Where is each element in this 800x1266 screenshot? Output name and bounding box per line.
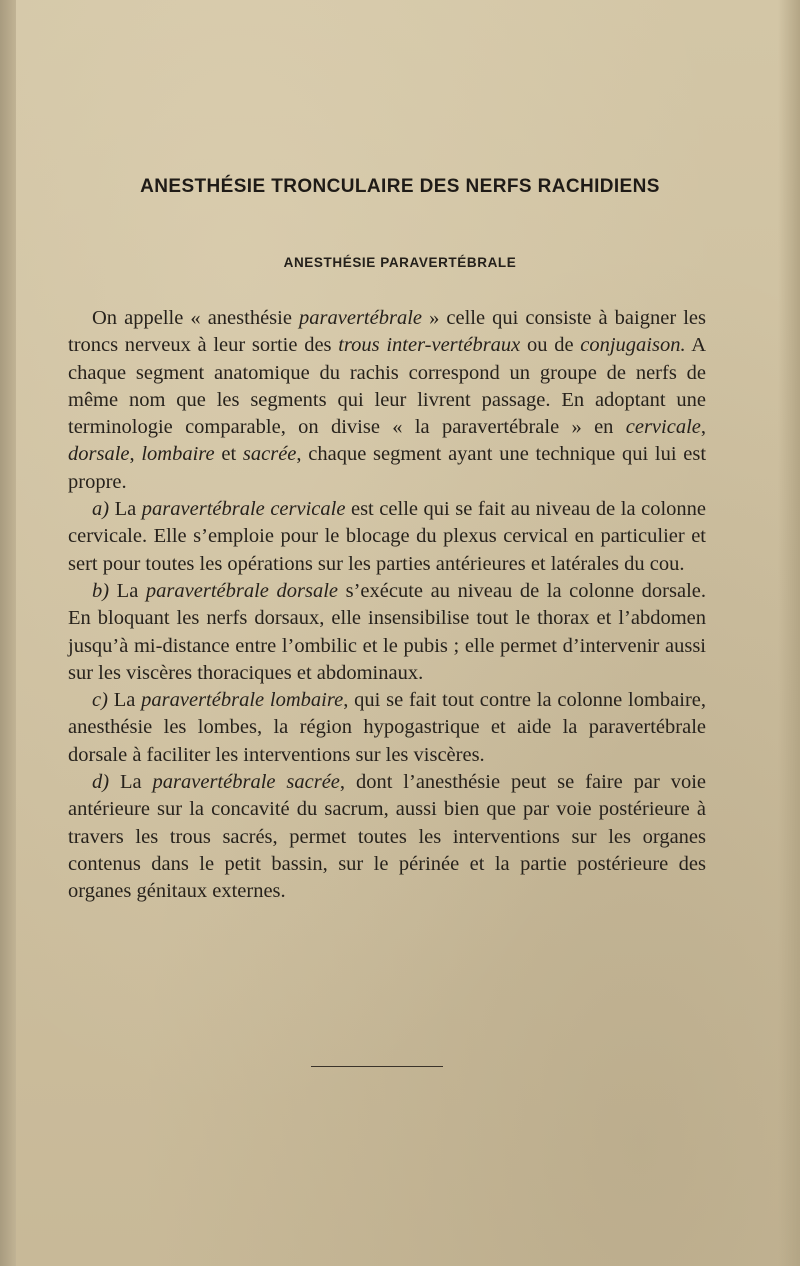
list-label: d) <box>92 771 110 794</box>
section-title: ANESTHÉSIE PARAVERTÉBRALE <box>283 255 517 270</box>
text-run: s’exécute au niveau de la colonne dorsale. En bloquant les nerfs dorsaux, elle insensibilise tout le thorax et l’abdomen jusqu’à mi-distance entre l’ombilic et le pubis ; elle permet d’intervenir aussi sur les viscères thoraciques et abdominaux. <box>68 579 706 684</box>
chapter-title: ANESTHÉSIE TRONCULAIRE DES NERFS RACHIDIENS <box>140 176 660 197</box>
text-run: est celle qui se fait au niveau de la colonne cervicale. Elle s’emploie pour le blocage du plexus cervical en particulier et sert pour toutes les opérations sur les parties antérieures et latérales du cou. <box>68 498 706 575</box>
italic-term: dorsale <box>68 443 130 466</box>
italic-term: trous inter-vertébraux <box>338 334 521 357</box>
text-run: , <box>129 443 142 466</box>
list-label: b) <box>92 579 110 602</box>
text-run: La <box>109 771 153 794</box>
text-run: On appelle « anesthésie <box>92 307 300 329</box>
paragraph-b <box>68 578 706 687</box>
end-rule-divider <box>311 1066 443 1067</box>
paragraph-a <box>68 496 706 578</box>
paragraph-c <box>68 687 706 769</box>
text-run: » celle qui consiste à baigner les troncs nerveux à leur sortie des <box>68 307 706 357</box>
italic-term: sacrée <box>242 443 297 466</box>
italic-term: paravertébrale lombaire <box>141 689 344 712</box>
list-label: c) <box>92 689 108 712</box>
text-run: , dont l’anesthésie peut se faire par voie antérieure sur la concavité du sacrum, aussi bien que par voie postérieure à travers les trous sacrés, permet toutes les interventions sur les organes contenus dans le petit bassin, sur le périnée et la partie postérieure des organes génitaux externes. <box>68 771 706 903</box>
italic-term: paravertébrale dorsale <box>145 579 338 602</box>
text-run: , chaque segment ayant une technique qui lui est propre. <box>68 443 707 493</box>
italic-term: paravertébrale sacrée <box>152 771 340 794</box>
text-run: La <box>109 579 146 602</box>
paragraph-d <box>68 769 706 905</box>
body-text <box>68 305 706 906</box>
list-label: a) <box>92 498 110 521</box>
italic-term: cervicale <box>625 416 701 439</box>
text-run: ou de <box>520 334 581 357</box>
text-run: , qui se fait tout contre la colonne lombaire, anesthésie les lombes, la région hypogastrique et aide la paravertébrale dorsale à faciliter les interventions sur les viscères. <box>68 689 707 766</box>
italic-term: paravertébrale cervicale <box>141 498 346 521</box>
italic-term: conjugaison. <box>580 334 686 357</box>
paragraph-intro <box>68 305 706 496</box>
text-run: La <box>109 498 142 521</box>
italic-term: paravertébrale <box>299 307 422 329</box>
text-run: La <box>107 689 142 712</box>
text-run: , <box>700 416 706 439</box>
text-run: A chaque segment anatomique du rachis correspond un groupe de nerfs de même nom que les segments qui leur livrent passage. En adoptant une terminologie comparable, on divise « la paravertébrale » en <box>68 334 706 439</box>
italic-term: lombaire <box>141 443 215 466</box>
text-run: et <box>214 443 243 466</box>
